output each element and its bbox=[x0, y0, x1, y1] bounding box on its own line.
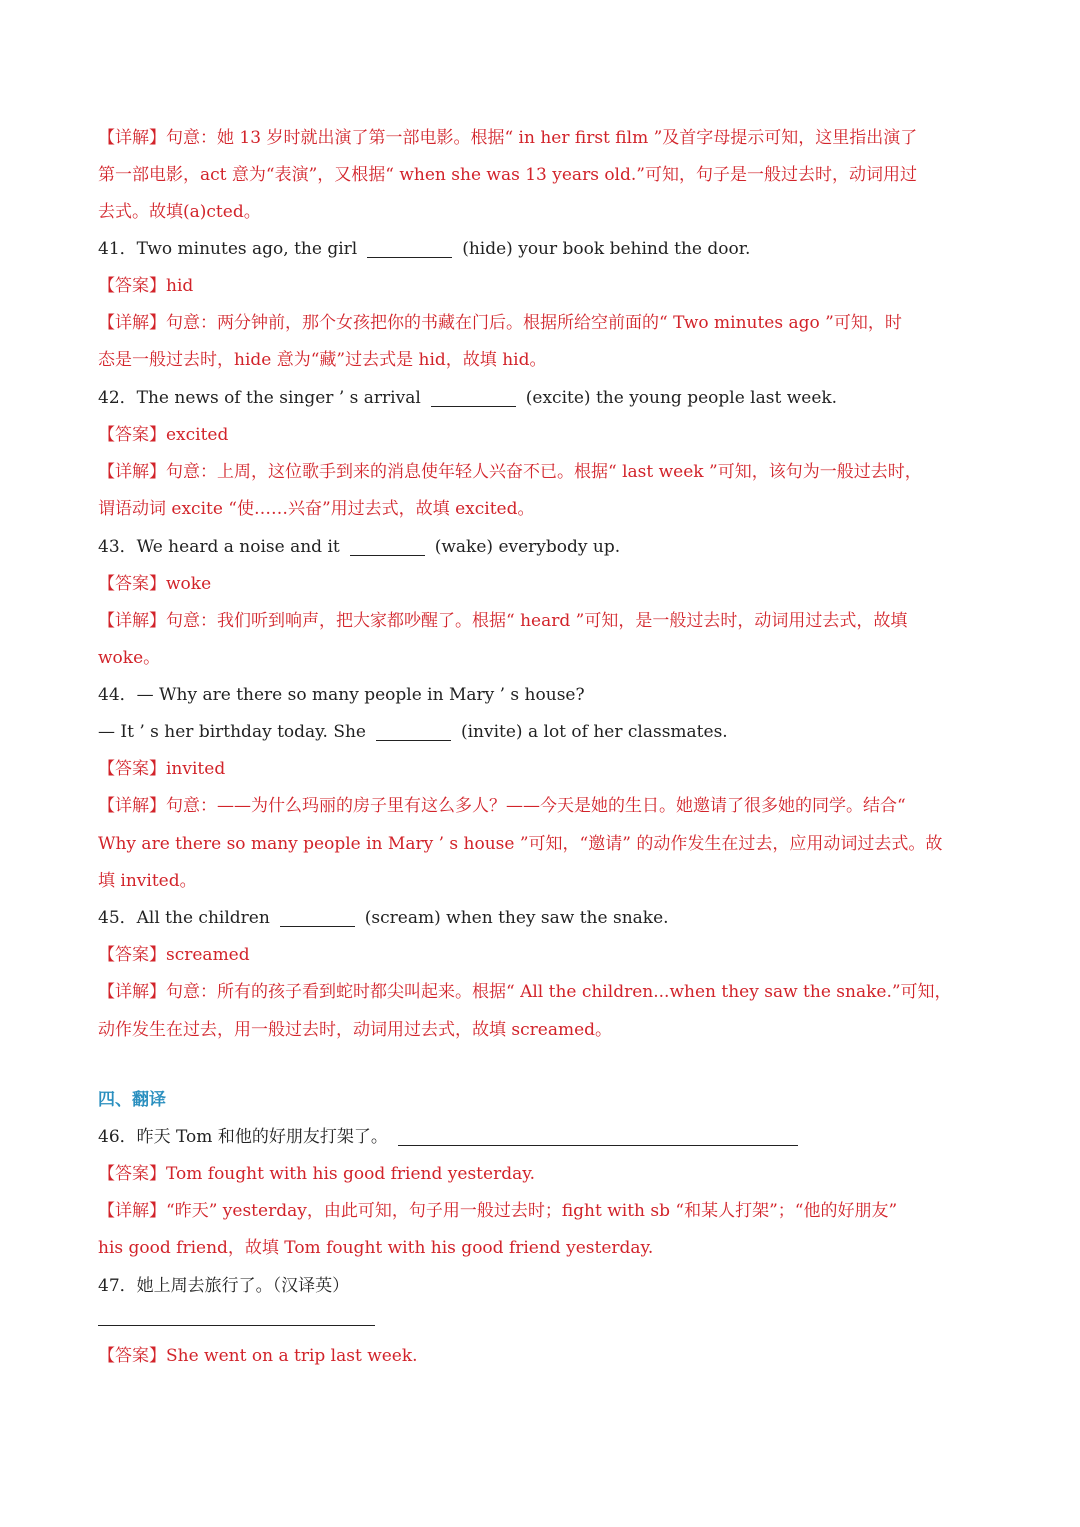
q42-text-before: 42．The news of the singer ’ s arrival bbox=[98, 388, 421, 408]
q45-explanation-line-1: 【详解】句意：所有的孩子看到蛇时都尖叫起来。根据“ All the children...when they saw the snake.”可知， bbox=[98, 982, 952, 1002]
q41-answer: 【答案】hid bbox=[98, 276, 194, 296]
q43-answer: 【答案】woke bbox=[98, 574, 212, 594]
q41-blank bbox=[367, 235, 452, 258]
q41-explanation-line-2: 态是一般过去时，hide 意为“藏”过去式是 hid，故填 hid。 bbox=[98, 350, 547, 370]
q40-explanation-line-1: 【详解】句意：她 13 岁时就出演了第一部电影。根据“ in her first film ”及首字母提示可知，这里指出演了 bbox=[98, 128, 918, 148]
section-heading: 四、翻译 bbox=[98, 1090, 166, 1110]
q46-answer: 【答案】Tom fought with his good friend yesterday. bbox=[98, 1164, 535, 1184]
q44-explanation-line-3: 填 invited。 bbox=[98, 871, 197, 891]
q45-answer: 【答案】screamed bbox=[98, 945, 250, 965]
q43-text-after: (wake) everybody up. bbox=[434, 537, 621, 557]
q42-explanation-line-2: 谓语动词 excite “使……兴奋”用过去式，故填 excited。 bbox=[98, 499, 535, 519]
q47-answer-line bbox=[98, 1325, 375, 1326]
q43-question bbox=[98, 529, 998, 566]
q42-blank bbox=[431, 384, 516, 407]
q44-text-after: (invite) a lot of her classmates. bbox=[460, 722, 728, 742]
q41-text-before: 41．Two minutes ago, the girl bbox=[98, 239, 358, 259]
q45-explanation-line-2: 动作发生在过去，用一般过去时，动词用过去式，故填 screamed。 bbox=[98, 1020, 613, 1040]
q46-explanation-line-1: 【详解】“昨天” yesterday，由此可知，句子用一般过去时；fight with sb “和某人打架”；“他的好朋友” bbox=[98, 1201, 898, 1221]
q41-text-after: (hide) your book behind the door. bbox=[462, 239, 751, 259]
q44-answer: 【答案】invited bbox=[98, 759, 226, 779]
q42-answer: 【答案】excited bbox=[98, 425, 229, 445]
q44-explanation-line-2: Why are there so many people in Mary ’ s house ”可知，“邀请” 的动作发生在过去，应用动词过去式。故 bbox=[98, 834, 943, 854]
q43-text-before: 43．We heard a noise and it bbox=[98, 537, 340, 557]
q46-blank bbox=[398, 1123, 798, 1146]
q44-blank bbox=[376, 718, 451, 741]
q47-answer: 【答案】She went on a trip last week. bbox=[98, 1346, 418, 1366]
q44-question-line-2 bbox=[98, 714, 998, 751]
q42-question bbox=[98, 380, 998, 417]
q45-text-after: (scream) when they saw the snake. bbox=[364, 908, 669, 928]
q40-explanation-line-3: 去式。故填(a)cted。 bbox=[98, 202, 261, 222]
q47-question: 47．她上周去旅行了。（汉译英） bbox=[98, 1276, 350, 1296]
q42-text-after: (excite) the young people last week. bbox=[525, 388, 838, 408]
q41-explanation-line-1: 【详解】句意：两分钟前，那个女孩把你的书藏在门后。根据所给空前面的“ Two minutes ago ”可知，时 bbox=[98, 313, 902, 333]
q44-question-line-1: 44．— Why are there so many people in Mary ’ s house? bbox=[98, 685, 585, 705]
q41-question bbox=[98, 231, 998, 268]
q46-question bbox=[98, 1119, 998, 1156]
q46-explanation-line-2: his good friend，故填 Tom fought with his good friend yesterday. bbox=[98, 1238, 654, 1258]
q45-question bbox=[98, 900, 998, 937]
q42-explanation-line-1: 【详解】句意：上周，这位歌手到来的消息使年轻人兴奋不已。根据“ last week ”可知，该句为一般过去时， bbox=[98, 462, 922, 482]
q43-blank bbox=[350, 533, 425, 556]
q44-explanation-line-1: 【详解】句意：——为什么玛丽的房子里有这么多人？——今天是她的生日。她邀请了很多她的同学。结合“ bbox=[98, 796, 906, 816]
q45-text-before: 45．All the children bbox=[98, 908, 270, 928]
q40-explanation-line-2: 第一部电影，act 意为“表演”，又根据“ when she was 13 years old.”可知，句子是一般过去时，动词用过 bbox=[98, 165, 917, 185]
q43-explanation-line-2: woke。 bbox=[98, 648, 161, 668]
q44-text-before: — It ’ s her birthday today. She bbox=[98, 722, 366, 742]
q46-text: 46．昨天 Tom 和他的好朋友打架了。 bbox=[98, 1127, 388, 1147]
q43-explanation-line-1: 【详解】句意：我们听到响声，把大家都吵醒了。根据“ heard ”可知，是一般过去时，动词用过去式，故填 bbox=[98, 611, 908, 631]
q45-blank bbox=[280, 904, 355, 927]
